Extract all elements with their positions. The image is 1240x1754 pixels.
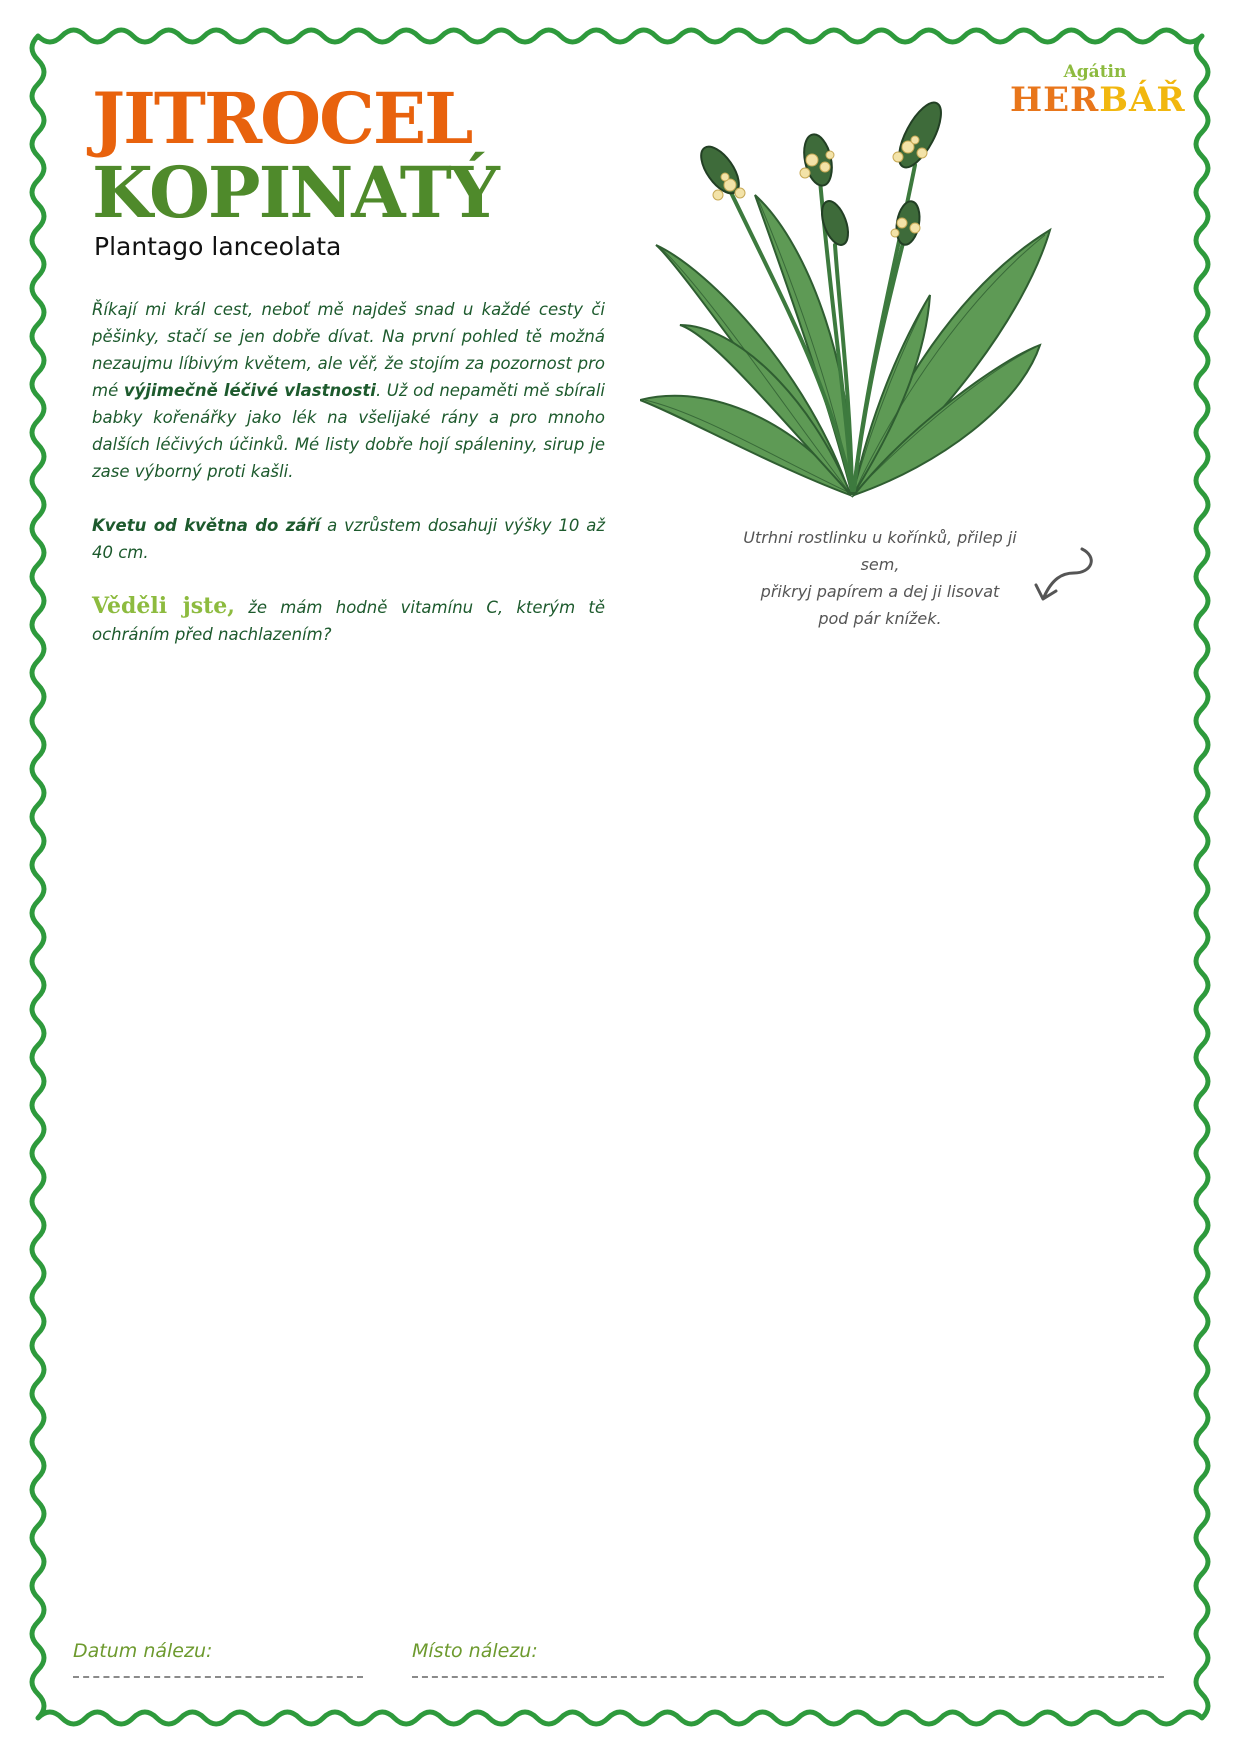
- plantain-plant-icon: [640, 95, 1060, 515]
- description: [92, 296, 605, 648]
- curved-arrow-icon: [1030, 545, 1100, 605]
- plant-name-line2: KOPINATÝ: [92, 151, 498, 234]
- caption-line: pod pár knížek.: [818, 609, 942, 628]
- description-paragraph-1: [92, 296, 605, 485]
- logo-subtitle: Agátin: [1063, 62, 1127, 82]
- height-info: a vzrůstem dosahuji výšky 10 až 40 cm.: [92, 516, 605, 562]
- flowering-period: Kvetu od května do září: [92, 516, 321, 535]
- plant-name-line1: JITROCEL: [92, 77, 472, 160]
- logo-title-part1: HER: [1010, 80, 1100, 120]
- description-highlight: výjimečně léčivé vlastnosti: [123, 381, 376, 400]
- description-text: Říkají mi král cest, neboť mě najdeš snad u každé cesty či pěšinky, stačí se jen dobře dívat. Na první pohled tě možná nezaujmu líbivým květem, ale věř, že stojím za pozornost pro mé: [92, 300, 605, 400]
- caption-line: Utrhni rostlinku u kořínků, přilep ji sem,: [743, 528, 1017, 574]
- place-found-line: [412, 1676, 1164, 1678]
- flowering-info: [92, 512, 605, 566]
- date-found-label: Datum nálezu:: [73, 1640, 213, 1662]
- did-you-know-text: že mám hodně vitamínu C, kterým tě ochráním před nachlazením?: [92, 598, 606, 644]
- did-you-know-paragraph: [92, 593, 605, 648]
- did-you-know-heading: Věděli jste,: [92, 593, 235, 619]
- place-found-label: Místo nálezu:: [412, 1640, 538, 1662]
- pressing-instructions: [730, 524, 1030, 632]
- caption-line: přikryj papírem a dej ji lisovat: [760, 582, 1000, 601]
- logo-title-part2: BÁŘ: [1099, 80, 1186, 120]
- latin-name: Plantago lanceolata: [94, 232, 342, 261]
- description-text-cont: . Už od nepaměti mě sbírali babky kořenářky jako lék na všelijaké rány a pro mnoho dalších léčivých účinků. Mé listy dobře hojí spáleniny, sirup je zase výborný proti kašli.: [92, 381, 605, 481]
- date-found-line: [73, 1676, 363, 1678]
